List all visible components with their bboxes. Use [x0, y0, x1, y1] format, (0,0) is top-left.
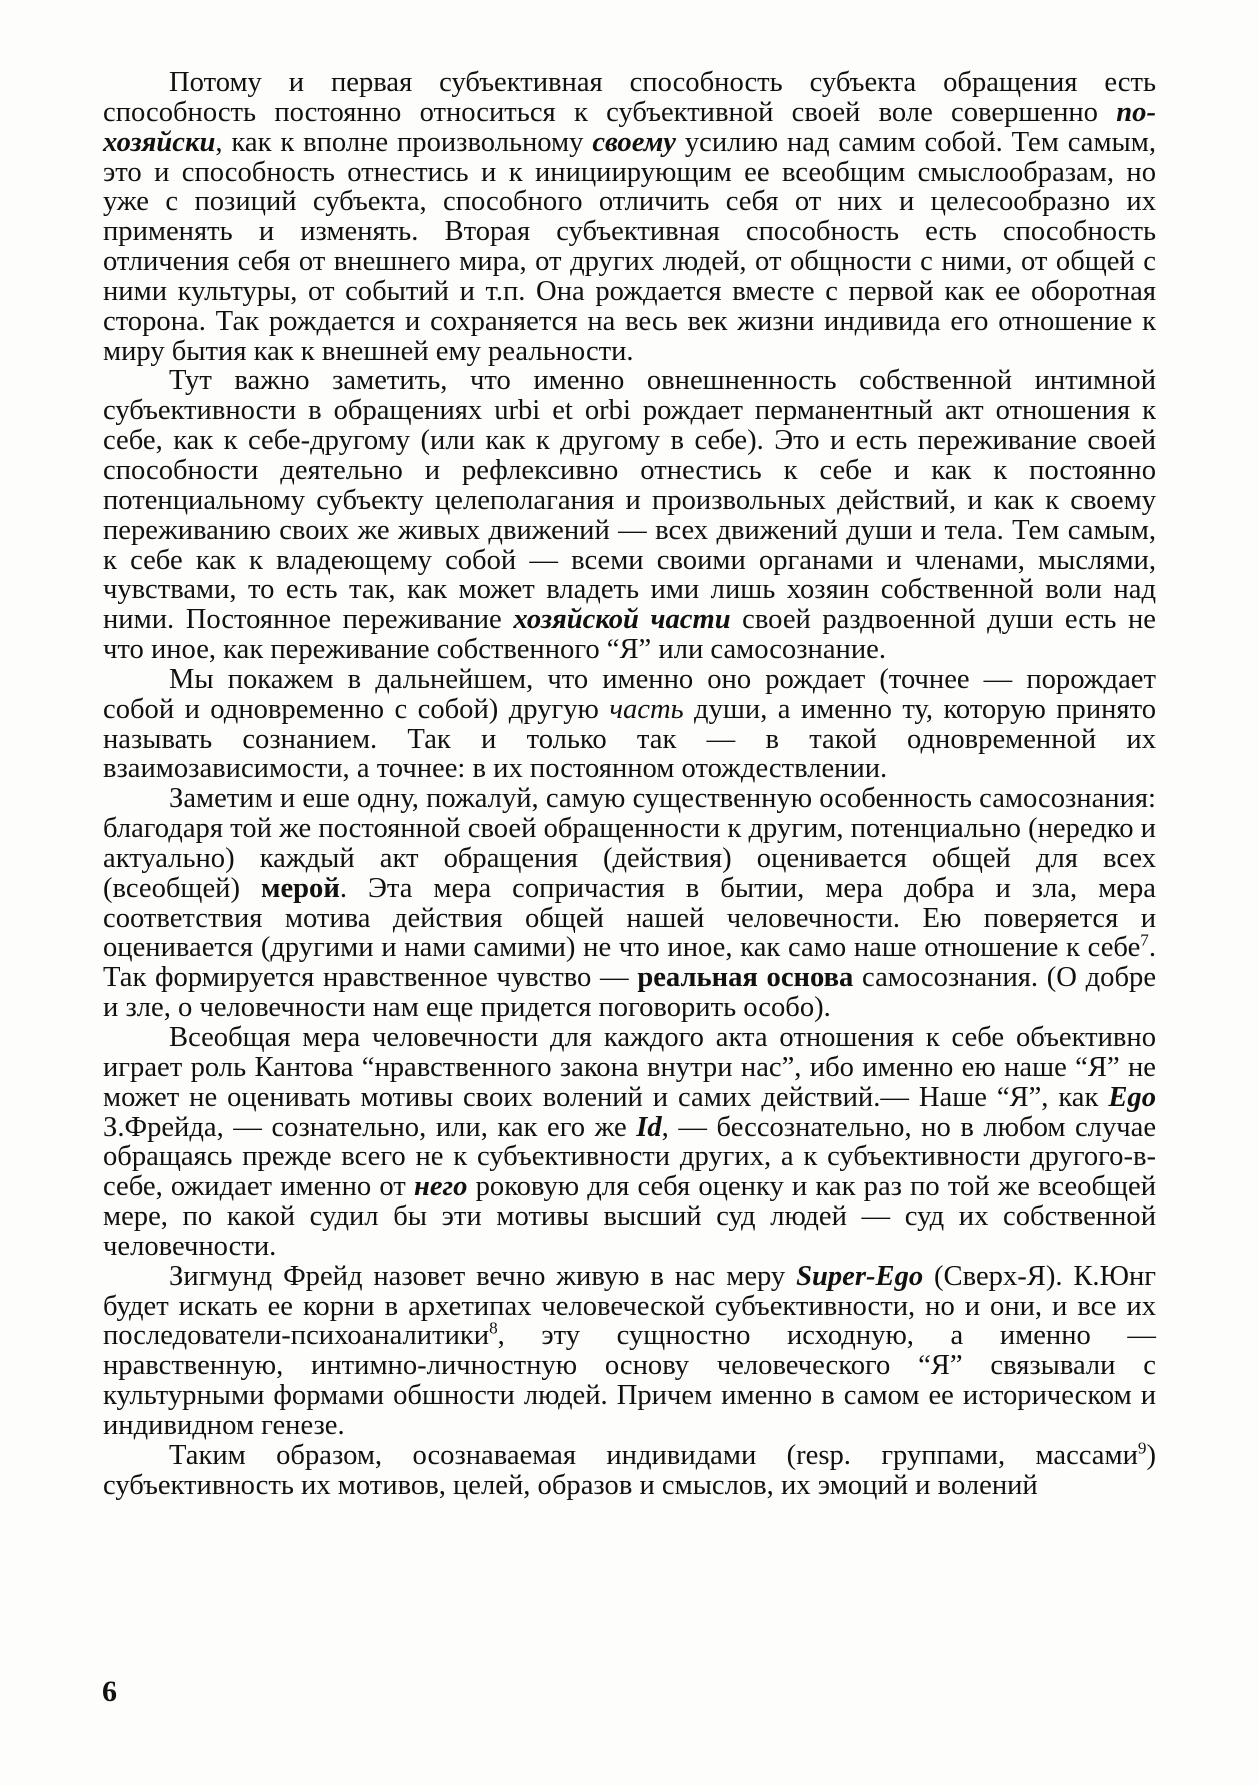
footnote-marker: 9 — [1137, 1438, 1147, 1458]
text-run: ) субъективность их мотивов, целей, образов и смыслов, их эмоций и волений — [103, 1439, 1156, 1501]
text-run: , как к вполне произвольному — [215, 126, 593, 158]
emphasis-run: своему — [592, 126, 676, 158]
paragraph-4 — [103, 784, 1156, 1023]
body-text — [103, 68, 1156, 1501]
text-run: души, а именно ту, которую принято называть сознанием. Так и только так — в такой одновременной их взаимозависимости, а точнее: в их постоянном отождествлении. — [103, 693, 1156, 785]
text-run: , — бессознательно, но в любом случае обращаясь прежде всего не к субъективности других, а к субъективности другого-в-себе, ожидает именно от — [103, 1111, 1157, 1203]
text-run: (Сверх-Я). К.Юнг будет искать ее корни в архетипах человеческой субъективности, но и они, и все их последователи-психоаналитики — [103, 1260, 1156, 1352]
text-run: Мы покажем в дальнейшем, что именно оно рождает (точнее — порождает собой и одновременно с собой) другую — [103, 663, 1156, 725]
text-run: . Эта мера сопричастия в бытии, мера добра и зла, мера соответствия мотива действия общей нашей человечности. Ею поверяется и оценивается (другими и нами самими) не что иное, как само наше отношение к себе — [103, 872, 1156, 964]
emphasis-run: хозяйской части — [513, 604, 731, 636]
emphasis-run: Ego — [1108, 1081, 1156, 1113]
text-run: своей раздвоенной души есть не что иное, как переживание собственного “Я” или самосознание. — [103, 604, 1157, 666]
text-run: Тут важно заметить, что именно овнешненность собственной интимной субъективности в обращениях urbi et orbi рождает перманентный акт отношения к себе, как к себе-другому (или как к другому в себе). Это и есть переживание своей способности деятельно и рефлексивно отнестись к себе и как к постоянно потенциальному субъекту целеполагания и произвольных действий, и как к своему переживанию своих же живых движений — всех движений души и тела. Тем самым, к себе как к владеющему собой — всеми своими органами и членами, мыслями, чувствами, то есть так, как может владеть ими лишь хозяин собственной воли над ними. Постоянное переживание — [103, 365, 1156, 636]
footnote-marker: 7 — [1140, 930, 1149, 950]
bold-run: реальная основа — [637, 962, 854, 994]
text-run: усилию над самим собой. Тем самым, это и способность отнестись и к инициирующим ее всеобщим смыслообразам, но уже с позиций субъекта, способного отличить себя от них и целесообразно их применять и изменять. Вторая субъективная способность есть способность отличения себя от внешнего мира, от других людей, от общности с ними, от общей с ними культуры, от событий и т.п. Она рождается вместе с первой как ее оборотная сторона. Так рождается и сохраняется на весь век жизни индивида его отношение к миру бытия как к внешней ему реальности. — [103, 126, 1156, 367]
text-run: . Так формируется нравственное чувство — — [103, 932, 1156, 994]
paragraph-7 — [103, 1438, 1156, 1501]
paragraph-5 — [103, 1023, 1156, 1262]
text-run: самосознания. (О добре и зле, о человечности нам еще придется поговорить особо). — [103, 962, 1157, 1024]
emphasis-run: по-хозяйски — [103, 96, 1156, 158]
emphasis-run: Super-Ego — [796, 1260, 924, 1292]
text-run: Зигмунд Фрейд назовет вечно живую в нас меру — [169, 1260, 797, 1292]
text-run: , эту сущностно исходную, а именно — нравственную, интимно-личностную основу человеческого “Я” связывали с культурными формами обшности людей. Причем именно в самом ее историческом и индивидном генезе. — [103, 1320, 1156, 1441]
emphasis-run: часть — [609, 693, 684, 725]
paragraph-2 — [103, 366, 1156, 664]
text-run: Всеобщая мера человечности для каждого акта отношения к себе объективно играет роль Кантова “нравственного закона внутри нас”, ибо именно ею наше “Я” не может не оценивать мотивы своих волений и самих действий.— Наше “Я”, как — [103, 1022, 1156, 1113]
text-run: Заметим и еше одну, пожалуй, самую существенную особенность самосознания: благодаря той же постоянной своей обращенности к другим, потенциально (нередко и актуально) каждый акт обращения (действия) оценивается общей для всех (всеобщей) — [103, 783, 1156, 904]
text-run: Потому и первая субъективная способность субъекта обращения есть способность постоянно относиться к субъективной своей воле совершенно — [103, 67, 1156, 128]
text-run: Таким образом, осознаваемая индивидами (resp. группами, массами — [169, 1439, 1138, 1471]
text-run: З.Фрейда, — сознательно, или, как его же — [103, 1111, 637, 1143]
page-number: 6 — [102, 1675, 117, 1708]
emphasis-run: него — [413, 1171, 468, 1203]
paragraph-6 — [103, 1262, 1156, 1441]
emphasis-run: Id — [636, 1111, 662, 1143]
bold-run: мерой — [260, 872, 340, 904]
paragraph-3 — [103, 665, 1156, 784]
text-run: роковую для себя оценку и как раз по той же всеобщей мере, по какой судил бы эти мотивы высший суд людей — суд их собственной человечности. — [103, 1171, 1156, 1262]
footnote-marker: 8 — [489, 1318, 498, 1338]
paragraph-1 — [103, 68, 1156, 366]
